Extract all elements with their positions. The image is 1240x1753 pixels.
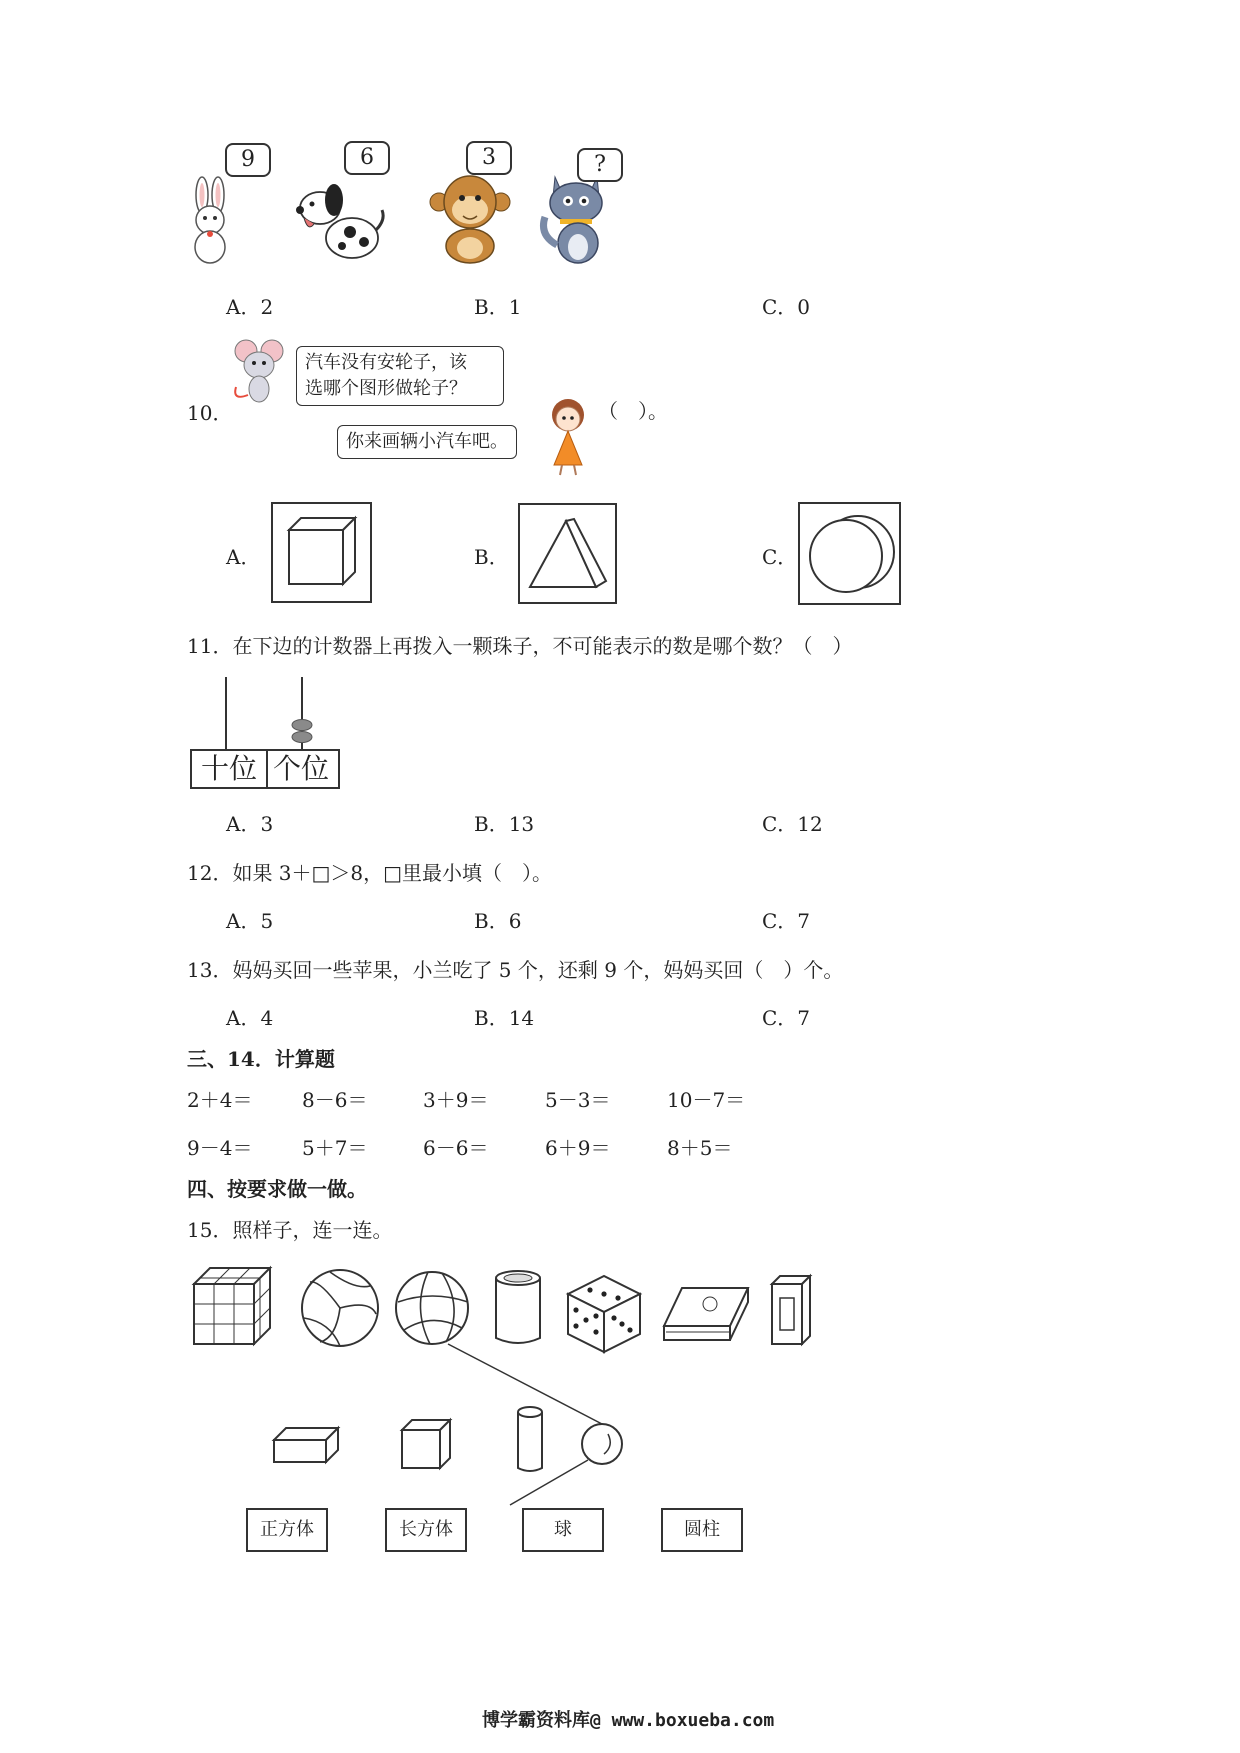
q9-bubble-monkey: 3 xyxy=(466,141,512,175)
q10-option-c-label[interactable]: C． xyxy=(762,545,798,569)
q11-option-c[interactable]: C．12 xyxy=(762,812,823,836)
mouse-icon xyxy=(228,335,292,405)
calc-2-3: 6－6＝ xyxy=(423,1136,489,1160)
section3-title: 三、14．计算题 xyxy=(187,1047,335,1071)
calc-1-1: 2＋4＝ xyxy=(187,1088,253,1112)
abacus xyxy=(190,675,345,785)
q10-girl-speech: 你来画辆小汽车吧。 xyxy=(337,425,517,459)
rubik-cube-icon xyxy=(194,1268,270,1344)
q13-option-c[interactable]: C．7 xyxy=(762,1006,811,1030)
section4-title: 四、按要求做一做。 xyxy=(187,1177,367,1201)
basketball-icon xyxy=(396,1272,468,1344)
girl-icon xyxy=(538,393,598,478)
q13-option-a[interactable]: A．4 xyxy=(226,1006,274,1030)
calc-2-5: 8＋5＝ xyxy=(667,1136,733,1160)
cube-solid-icon xyxy=(402,1420,450,1468)
q12-option-a[interactable]: A．5 xyxy=(226,909,274,933)
label-sphere[interactable]: 球 xyxy=(522,1508,604,1552)
calc-1-2: 8－6＝ xyxy=(302,1088,368,1112)
q13-option-b[interactable]: B．14 xyxy=(474,1006,535,1030)
dice-icon xyxy=(568,1276,640,1352)
q9-bubble-dog: 6 xyxy=(344,141,390,175)
volleyball-icon xyxy=(302,1270,378,1346)
q15-question: 15．照样子，连一连。 xyxy=(187,1218,393,1242)
label-cuboid[interactable]: 长方体 xyxy=(385,1508,467,1552)
q9-option-c[interactable]: C．0 xyxy=(762,295,811,319)
q10-number: 10． xyxy=(187,401,233,425)
abacus-rods xyxy=(190,675,345,750)
q10-mouse-speech: 汽车没有安轮子，该 选哪个图形做轮子？ xyxy=(296,346,504,406)
abacus-tens-label: 十位 xyxy=(190,749,268,789)
calc-2-1: 9－4＝ xyxy=(187,1136,253,1160)
footer-watermark: 博学霸资料库@ www.boxueba.com xyxy=(482,1710,775,1731)
label-cube[interactable]: 正方体 xyxy=(246,1508,328,1552)
q10-option-a-box[interactable] xyxy=(271,502,372,603)
q9-bubble-rabbit: 9 xyxy=(225,143,271,177)
q10-option-c-box[interactable] xyxy=(798,502,901,605)
calc-1-4: 5－3＝ xyxy=(545,1088,611,1112)
q12-option-c[interactable]: C．7 xyxy=(762,909,811,933)
tall-box-icon xyxy=(772,1276,810,1344)
q12-option-b[interactable]: B．6 xyxy=(474,909,522,933)
q9-animals xyxy=(180,145,680,270)
calc-1-3: 3＋9＝ xyxy=(423,1088,489,1112)
q11-option-b[interactable]: B．13 xyxy=(474,812,535,836)
q9-bubble-cat: ? xyxy=(577,148,623,182)
cylinder-circle-icon xyxy=(800,504,899,603)
dog-icon xyxy=(290,180,390,265)
q11-question: 11．在下边的计数器上再拨入一颗珠子，不可能表示的数是哪个数？（ ） xyxy=(187,634,853,658)
q10-option-b-label[interactable]: B． xyxy=(474,545,509,569)
can-icon xyxy=(496,1271,540,1343)
sphere-solid-icon xyxy=(582,1424,622,1464)
calc-2-4: 6＋9＝ xyxy=(545,1136,611,1160)
book-box-icon xyxy=(664,1288,748,1340)
q10-option-a-label[interactable]: A． xyxy=(226,545,261,569)
q12-question: 12．如果 3＋□＞8，□里最小填（ ）。 xyxy=(187,861,553,885)
monkey-icon xyxy=(425,170,515,265)
calc-1-5: 10－7＝ xyxy=(667,1088,746,1112)
q9-option-b[interactable]: B．1 xyxy=(474,295,522,319)
label-cylinder[interactable]: 圆柱 xyxy=(661,1508,743,1552)
calc-2-2: 5＋7＝ xyxy=(302,1136,368,1160)
triangle-prism-icon xyxy=(520,505,615,602)
cylinder-solid-icon xyxy=(518,1407,542,1471)
q10-blank: （ ）。 xyxy=(598,399,668,423)
cuboid-solid-icon xyxy=(274,1428,338,1462)
q10-option-b-box[interactable] xyxy=(518,503,617,604)
q9-option-a[interactable]: A．2 xyxy=(226,295,274,319)
cube-icon xyxy=(273,504,370,601)
q15-figure xyxy=(180,1260,830,1520)
rabbit-icon xyxy=(180,175,240,265)
q11-option-a[interactable]: A．3 xyxy=(226,812,274,836)
abacus-ones-label: 个位 xyxy=(264,749,340,789)
q13-question: 13．妈妈买回一些苹果，小兰吃了 5 个，还剩 9 个，妈妈买回（ ）个。 xyxy=(187,958,844,982)
